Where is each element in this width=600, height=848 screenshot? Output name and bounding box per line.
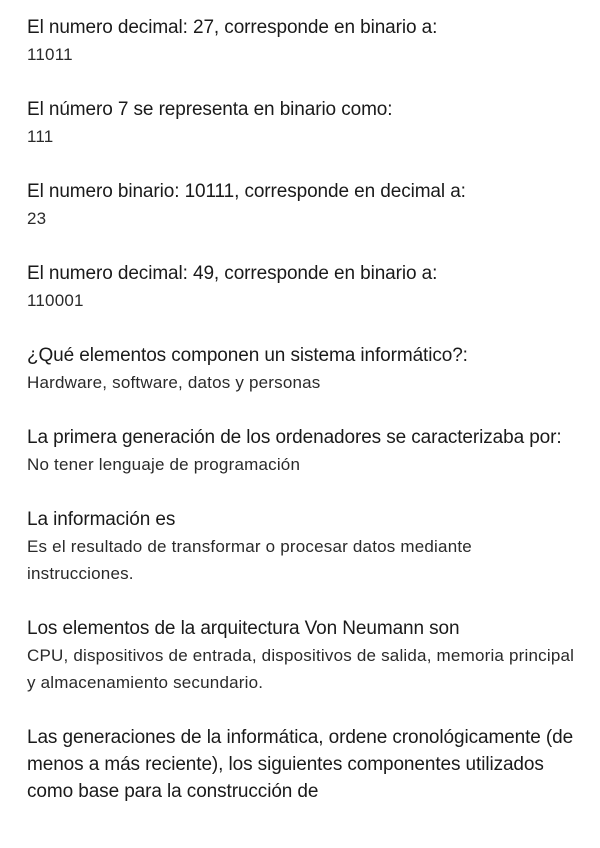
- answer-text: 110001: [27, 291, 84, 310]
- qa-item: [27, 342, 575, 396]
- question-text: La primera generación de los ordenadores se caracterizaba por:: [27, 427, 562, 448]
- question-text: El número 7 se representa en binario como:: [27, 99, 393, 120]
- answer-text: Es el resultado de transformar o procesar datos mediante instrucciones.: [27, 537, 472, 583]
- answer-text: Hardware, software, datos y personas: [27, 373, 321, 392]
- qa-list: [27, 14, 575, 833]
- question-text: El numero decimal: 27, corresponde en binario a:: [27, 17, 438, 38]
- qa-item: [27, 424, 575, 478]
- question-text: El numero decimal: 49, corresponde en binario a:: [27, 263, 438, 284]
- answer-text: 111: [27, 127, 54, 146]
- question-text: Las generaciones de la informática, ordene cronológicamente (de menos a más reciente), los siguientes componentes utilizados como base para la construcción de: [27, 727, 574, 802]
- question-text: ¿Qué elementos componen un sistema informático?:: [27, 345, 468, 366]
- answer-text: No tener lenguaje de programación: [27, 455, 301, 474]
- qa-item: [27, 724, 575, 805]
- qa-item: [27, 96, 575, 150]
- question-text: El numero binario: 10111, corresponde en decimal a:: [27, 181, 466, 202]
- qa-item: [27, 506, 575, 587]
- qa-item: [27, 615, 575, 696]
- answer-text: CPU, dispositivos de entrada, dispositivos de salida, memoria principal y almacenamiento secundario.: [27, 646, 575, 692]
- question-text: La información es: [27, 509, 176, 530]
- question-text: Los elementos de la arquitectura Von Neumann son: [27, 618, 460, 639]
- qa-item: [27, 260, 575, 314]
- answer-text: 11011: [27, 45, 73, 64]
- qa-item: [27, 14, 575, 68]
- answer-text: 23: [27, 209, 47, 228]
- qa-item: [27, 178, 575, 232]
